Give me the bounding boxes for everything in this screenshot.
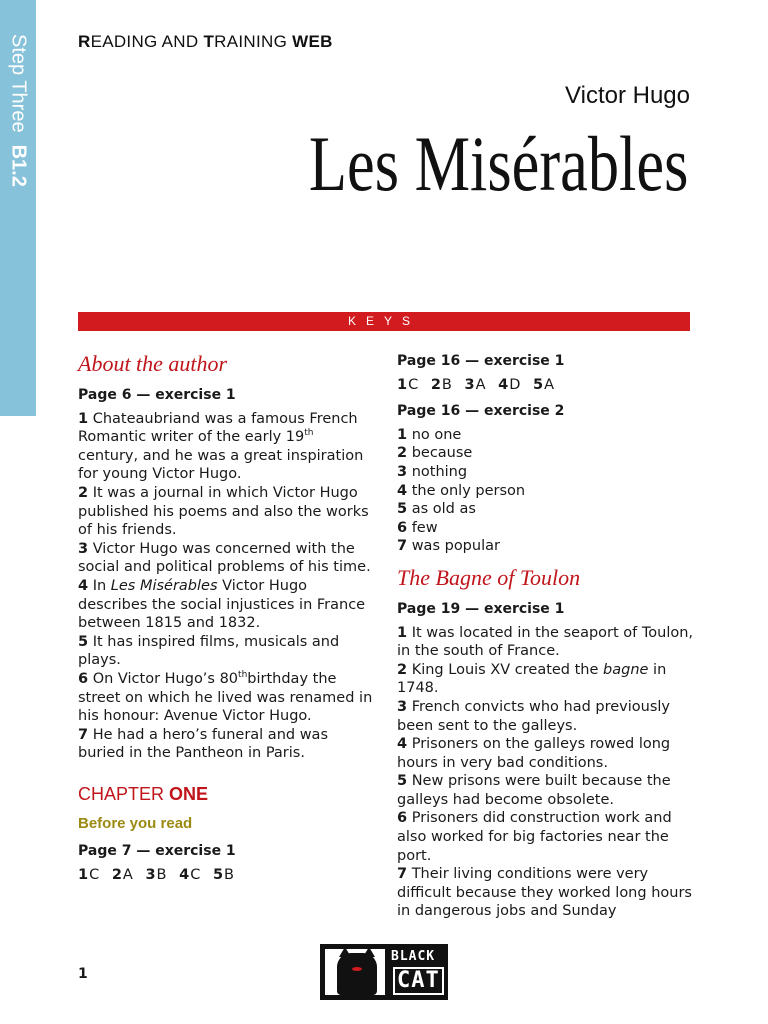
exercise-heading: Page 16 — exercise 1 bbox=[397, 353, 565, 369]
cat-icon bbox=[337, 953, 377, 995]
step-label: Step ThreeB1.2 bbox=[7, 34, 30, 187]
answer-item: 6 Prisoners did construction work and also worked for big factories near the port. bbox=[397, 810, 672, 864]
answer-item: 7 Their living conditions were very difficult because they worked long hours in dangerous jobs and Sunday bbox=[397, 866, 692, 920]
answer-item: 5 It has inspired films, musicals and plays. bbox=[78, 633, 340, 669]
answer-row: 1C 2A 3B 4C 5B bbox=[78, 866, 235, 883]
answer-item: 1 Chateaubriand was a famous French Romantic writer of the early 19th century, and he was a great inspiration for young Victor Hugo. bbox=[78, 410, 364, 483]
answer-item: 1 It was located in the seaport of Toulon, in the south of France. bbox=[397, 624, 694, 660]
section-heading: About the author bbox=[78, 351, 228, 376]
answer-item: 7 He had a hero’s funeral and was buried in the Pantheon in Paris. bbox=[78, 726, 328, 762]
answer-item: 2 King Louis XV created the bagne in 1748. bbox=[397, 661, 667, 697]
section-heading: The Bagne of Toulon bbox=[397, 564, 581, 590]
chapter-heading: CHAPTER ONE bbox=[78, 783, 209, 804]
list-item: 6 few bbox=[397, 519, 438, 536]
subheading: Before you read bbox=[78, 815, 193, 833]
list-item: 3 nothing bbox=[397, 463, 468, 480]
list-item: 4 the only person bbox=[397, 482, 526, 499]
page-number: 1 bbox=[78, 966, 88, 982]
book-title: Les Misérables bbox=[308, 120, 688, 207]
list-item: 5 as old as bbox=[397, 501, 476, 518]
exercise-heading: Page 7 — exercise 1 bbox=[78, 843, 236, 860]
answer-item: 3 French convicts who had previously been sent to the galleys. bbox=[397, 698, 670, 734]
black-cat-logo bbox=[320, 944, 448, 1000]
list-item: 1 no one bbox=[397, 426, 462, 443]
exercise-heading: Page 6 — exercise 1 bbox=[78, 387, 236, 403]
exercise-heading: Page 16 — exercise 2 bbox=[397, 403, 565, 420]
answer-row: 1C 2B 3A 4D 5A bbox=[397, 376, 555, 393]
list-item: 7 was popular bbox=[397, 538, 500, 555]
exercise-heading: Page 19 — exercise 1 bbox=[397, 600, 565, 617]
keys-bar: KEYS bbox=[78, 312, 690, 331]
answer-item: 4 Prisoners on the galleys rowed long hours in very bad conditions. bbox=[397, 736, 671, 771]
answer-item: 6 On Victor Hugo’s 80thbirthday the street on which he lived was renamed in his honour: Avenue Victor Hugo. bbox=[78, 670, 373, 725]
logo-panel bbox=[325, 949, 385, 995]
logo-text-bottom: CAT bbox=[393, 967, 444, 995]
side-tab bbox=[0, 0, 36, 416]
list-item: 2 because bbox=[397, 445, 473, 462]
logo-text-top: BLACK bbox=[391, 949, 436, 964]
right-column bbox=[397, 352, 697, 921]
answer-item: 5 New prisons were built because the galleys had become obsolete. bbox=[397, 773, 671, 808]
answer-item: 4 In Les Misérables Victor Hugo describes the social injustices in France between 1815 and 1832. bbox=[78, 577, 366, 632]
author-name: Victor Hugo bbox=[565, 82, 690, 109]
left-column bbox=[78, 350, 376, 884]
series-title: READING AND TRAINING WEB bbox=[78, 32, 333, 51]
answer-item: 3 Victor Hugo was concerned with the social and political problems of his time. bbox=[78, 540, 371, 576]
answer-item: 2 It was a journal in which Victor Hugo published his poems and also the works of his friends. bbox=[78, 484, 369, 539]
